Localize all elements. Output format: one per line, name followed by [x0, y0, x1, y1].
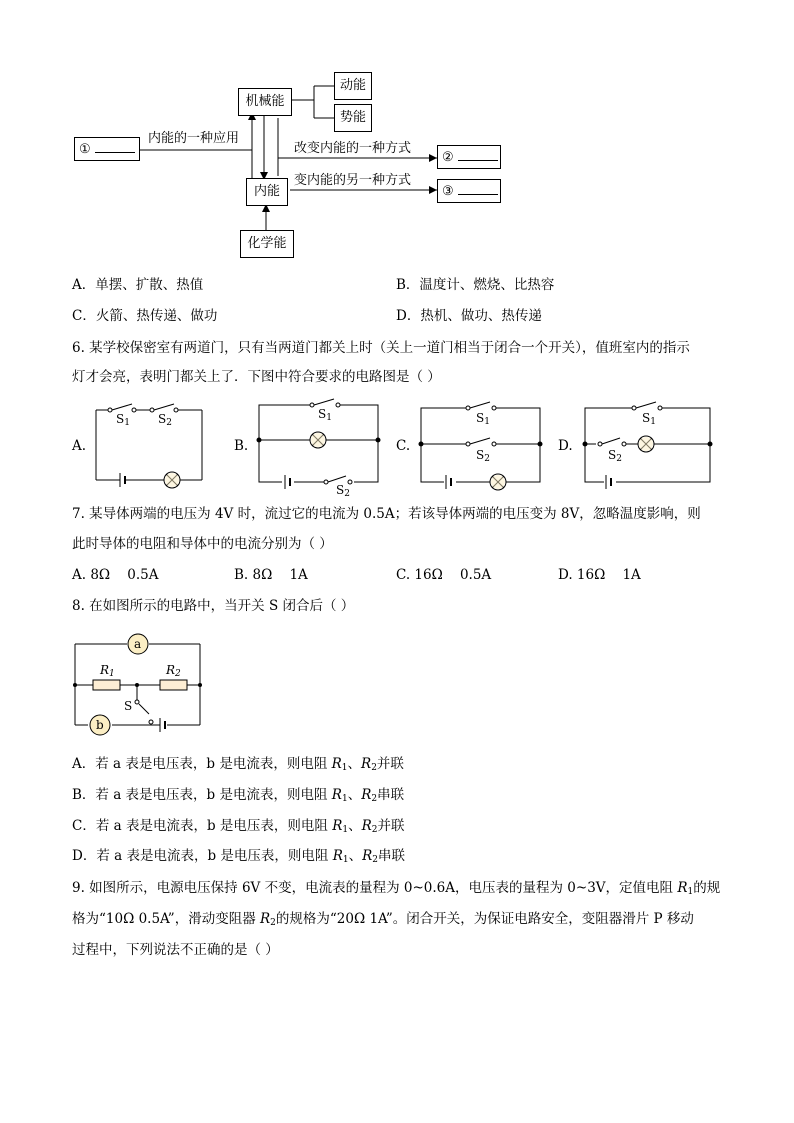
q6c-s2-label: $S_2$: [476, 448, 490, 464]
edge-label-change-1: 改变内能的一种方式: [294, 141, 412, 156]
q6-label-a: A.: [72, 438, 87, 454]
q6d-s1-label: $S_1$: [642, 411, 656, 427]
q6b-s2-label: $S_2$: [336, 483, 350, 499]
internal-energy-box: 内能: [246, 178, 288, 206]
q7-stem-line-1: 7. 某导体两端的电压为 4V 时，流过它的电流为 0.5A；若该导体两端的电压变为 8V，忽略温度影响，则: [72, 506, 701, 522]
mechanical-energy-box: 机械能: [238, 88, 292, 116]
q8-option-d: D．若 a 表是电流表，b 是电压表，则电阻 $R_1$、$R_2$串联: [72, 848, 405, 865]
q9-stem-line-2: 格为“10Ω 0.5A”，滑动变阻器 $R_2$的规格为“20Ω 1A”。闭合开关，为保证电路安全，变阻器滑片 P 移动: [72, 911, 694, 928]
r1-label: $R_1$: [100, 663, 115, 679]
blank-3-label: ③: [442, 184, 454, 199]
q6a-s1-label: $S_1$: [116, 412, 130, 428]
q5-option-c: C．火箭、热传递、做功: [72, 308, 218, 324]
kinetic-energy-box: 动能: [334, 72, 372, 100]
potential-energy-box: 势能: [334, 104, 372, 132]
q7-option-b: B. 8Ω 1A: [234, 567, 308, 583]
q6-label-c: C.: [396, 438, 411, 454]
q6-label-b: B.: [234, 438, 249, 454]
meter-a-label: a: [134, 637, 142, 651]
q8-option-a: A．若 a 表是电压表，b 是电流表，则电阻 $R_1$、$R_2$并联: [72, 756, 404, 773]
q5-option-d: D．热机、做功、热传递: [396, 308, 542, 324]
q6d-s2-label: $S_2$: [608, 448, 622, 464]
q7-stem-line-2: 此时导体的电阻和导体中的电流分别为（ ）: [72, 536, 333, 552]
q8-stem: 8. 在如图所示的电路中，当开关 S 闭合后（ ）: [72, 598, 355, 614]
q8-option-c: C．若 a 表是电流表，b 是电压表，则电阻 $R_1$、$R_2$并联: [72, 818, 405, 835]
q6-label-d: D.: [558, 438, 573, 454]
blank-2-label: ②: [442, 150, 454, 165]
q5-option-b: B．温度计、燃烧、比热容: [396, 277, 555, 293]
q7-option-c: C. 16Ω 0.5A: [396, 567, 492, 583]
q6c-s1-label: $S_1$: [476, 411, 490, 427]
blank-1-label: ①: [79, 142, 91, 157]
q5-option-a: A．单摆、扩散、热值: [72, 277, 204, 293]
q6-stem-line-1: 6. 某学校保密室有两道门，只有当两道门都关上时（关上一道门相当于闭合一个开关），值班室内的指示: [72, 340, 690, 356]
q7-option-d: D. 16Ω 1A: [558, 567, 641, 583]
q7-option-a: A. 8Ω 0.5A: [72, 567, 159, 583]
q6a-s2-label: $S_2$: [158, 412, 172, 428]
meter-b-label: b: [96, 718, 104, 732]
switch-s-label: S: [124, 699, 133, 713]
chemical-energy-box: 化学能: [240, 230, 294, 258]
q6-stem-line-2: 灯才会亮，表明门都关上了．下图中符合要求的电路图是（ ）: [72, 369, 441, 385]
q9-stem-line-1: 9. 如图所示，电源电压保持 6V 不变，电流表的量程为 0~0.6A，电压表的量程为 0~3V，定值电阻 $R_1$的规: [72, 880, 721, 897]
edge-label-application: 内能的一种应用: [148, 131, 240, 146]
q8-option-b: B．若 a 表是电压表，b 是电流表，则电阻 $R_1$、$R_2$串联: [72, 787, 405, 804]
q9-stem-line-3: 过程中，下列说法不正确的是（ ）: [72, 942, 279, 958]
edge-label-change-2: 变内能的另一种方式: [294, 173, 412, 188]
q6b-s1-label: $S_1$: [318, 407, 332, 423]
r2-label: $R_2$: [166, 663, 181, 679]
